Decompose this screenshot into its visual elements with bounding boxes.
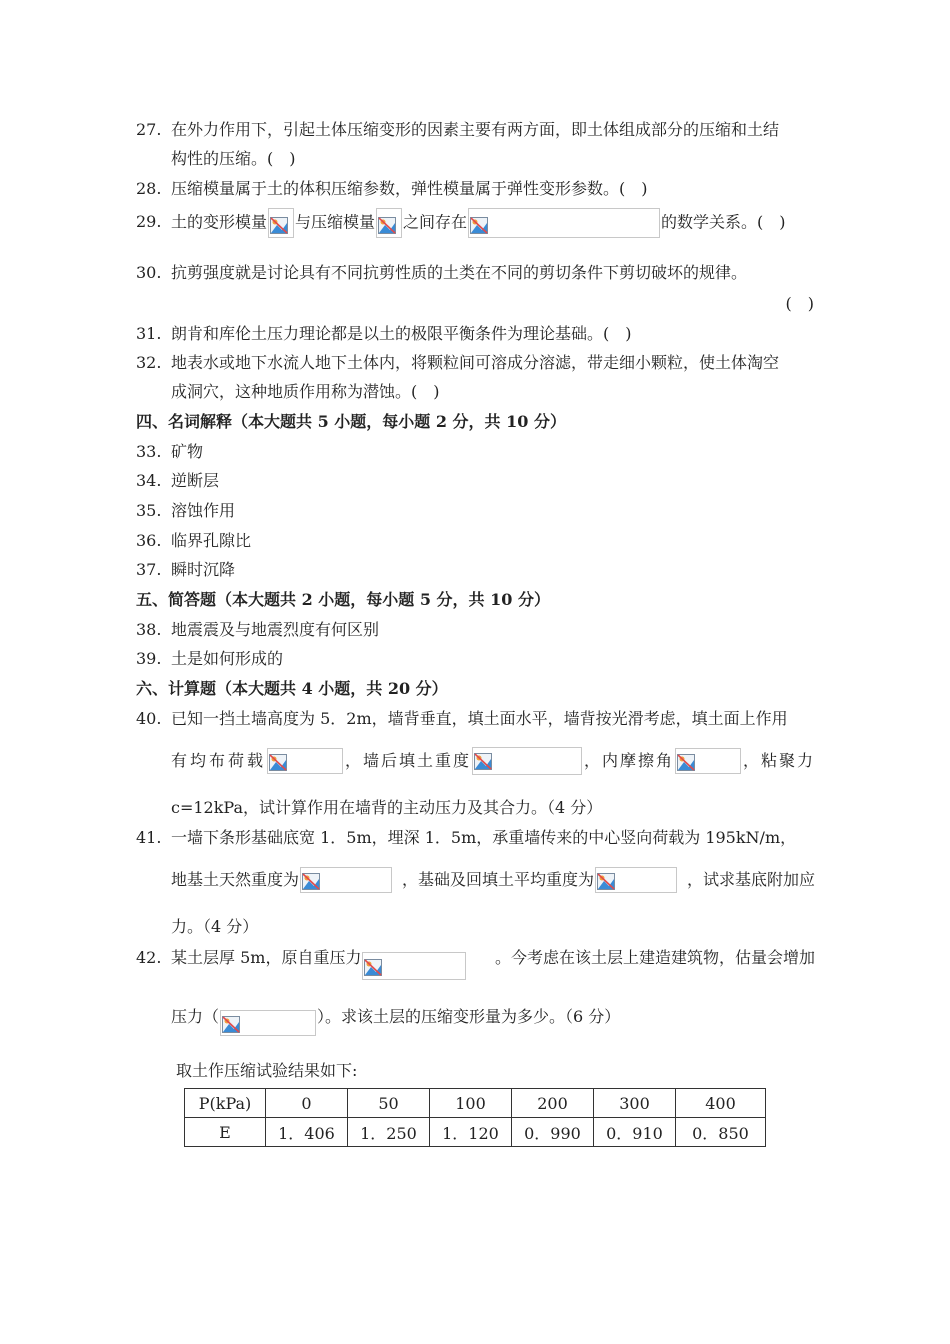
text-fragment: 地基土天然重度为 (171, 870, 300, 889)
question-40 (0, 705, 950, 733)
question-text (171, 1003, 620, 1031)
question-text: 逆断层 (171, 471, 220, 490)
question-number: 40. (136, 709, 162, 728)
text-fragment: 压力（ (171, 1007, 220, 1026)
question-41-cont (0, 913, 950, 941)
table-row (185, 1118, 766, 1147)
broken-image-icon (468, 208, 660, 238)
question-text: 已知一挡土墙高度为 5．2m，墙背垂直，填土面水平，墙背按光滑考虑，填土面上作用 (171, 709, 788, 728)
question-35 (0, 497, 950, 525)
section-heading-5 (0, 586, 950, 614)
question-text: 抗剪强度就是讨论具有不同抗剪性质的土类在不同的剪切条件下剪切破坏的规律。 (171, 263, 748, 282)
broken-image-icon (268, 208, 294, 238)
table-cell: 0．910 (594, 1118, 676, 1147)
question-text: 瞬时沉降 (171, 560, 236, 579)
question-text: 构性的压缩。( ) (171, 149, 296, 168)
question-30-cont (0, 290, 950, 318)
question-number: 32. (136, 353, 162, 372)
broken-image-icon (472, 747, 582, 775)
question-42 (0, 944, 950, 972)
question-text: 临界孔隙比 (171, 531, 252, 550)
text-fragment: 某土层厚 5m，原自重压力 (171, 948, 362, 967)
question-text (171, 208, 786, 238)
question-28 (0, 175, 950, 203)
section-title: 六、计算题（本大题共 4 小题，共 20 分） (136, 679, 448, 698)
text-fragment: 有均布荷载 (171, 751, 267, 770)
table-cell: 1．120 (430, 1118, 512, 1147)
text-fragment: 的数学关系。( ) (661, 212, 786, 232)
question-number: 35. (136, 501, 162, 520)
text-fragment: 土的变形模量 (171, 212, 268, 232)
text-fragment: 之间存在 (403, 212, 468, 232)
question-33 (0, 438, 950, 466)
question-27 (0, 116, 950, 144)
question-number: 39. (136, 649, 162, 668)
table-cell: 200 (512, 1089, 594, 1118)
question-31 (0, 320, 950, 348)
question-34 (0, 467, 950, 495)
question-text: 地震震及与地震烈度有何区别 (171, 620, 380, 639)
table-cell: 300 (594, 1089, 676, 1118)
text-fragment: 。今考虑在该土层上建造建筑物，估量会增加 (494, 948, 815, 967)
question-text: c=12kPa，试计算作用在墙背的主动压力及其合力。（4 分） (171, 798, 603, 817)
question-41-formula-line (0, 866, 950, 894)
question-number: 33. (136, 442, 162, 461)
question-text (171, 747, 815, 775)
question-32 (0, 349, 950, 377)
question-37 (0, 556, 950, 584)
text-group (171, 747, 344, 775)
question-number: 37. (136, 560, 162, 579)
question-38 (0, 616, 950, 644)
table-cell: P(kPa) (185, 1089, 266, 1118)
text-group (171, 944, 467, 972)
question-text: 朗肯和库伦土压力理论都是以土的极限平衡条件为理论基础。( ) (171, 324, 632, 343)
text-fragment: ，粘聚力 (742, 751, 815, 770)
section-title: 五、简答题（本大题共 2 小题，每小题 5 分，共 10 分） (136, 590, 550, 609)
question-41 (0, 824, 950, 852)
text-group (584, 747, 742, 775)
question-number: 27. (136, 120, 162, 139)
broken-image-icon (376, 208, 402, 238)
question-30 (0, 259, 950, 287)
section-title: 四、名词解释（本大题共 5 小题，每小题 2 分，共 10 分） (136, 412, 566, 431)
question-number: 30. (136, 263, 162, 282)
question-27-cont (0, 145, 950, 173)
broken-image-icon (220, 1010, 316, 1036)
question-text: 矿物 (171, 442, 204, 461)
table-cell: 400 (676, 1089, 766, 1118)
question-text: 压缩模量属于土的体积压缩参数，弹性模量属于弹性变形参数。( ) (171, 179, 648, 198)
broken-image-icon (300, 867, 392, 893)
text-fragment: ）。求该土层的压缩变形量为多少。（6 分） (317, 1007, 621, 1026)
text-fragment: ，内摩擦角 (583, 751, 674, 770)
question-text: 一墙下条形基础底宽 1．5m，埋深 1．5m，承重墙传来的中心竖向荷载为 195kN/m， (171, 828, 797, 847)
section-heading-6 (0, 675, 950, 703)
question-number: 29. (136, 212, 162, 231)
text-fragment: 与压缩模量 (295, 212, 376, 232)
broken-image-icon (267, 748, 343, 774)
text-fragment: ，试求基底附加应 (686, 870, 815, 889)
question-40-cont (0, 794, 950, 822)
broken-image-icon (675, 748, 741, 774)
question-29 (0, 208, 950, 236)
text-group (171, 866, 393, 894)
question-text: 成洞穴，这种地质作用称为潜蚀。( ) (171, 382, 440, 401)
text-fragment: ，墙后填土重度 (344, 751, 471, 770)
question-text: 溶蚀作用 (171, 501, 236, 520)
answer-bracket: ( ) (785, 294, 814, 313)
question-number: 38. (136, 620, 162, 639)
question-text: 在外力作用下，引起土体压缩变形的因素主要有两方面，即土体组成部分的压缩和土结 (171, 120, 780, 139)
question-number: 42. (136, 948, 162, 967)
question-number: 28. (136, 179, 162, 198)
compression-test-table (184, 1088, 766, 1147)
text-fragment: ，基础及回填土平均重度为 (401, 870, 594, 889)
question-text (171, 944, 815, 972)
question-number: 41. (136, 828, 162, 847)
table-caption: 取土作压缩试验结果如下: (176, 1061, 358, 1080)
section-heading-4 (0, 408, 950, 436)
table-cell: E (185, 1118, 266, 1147)
question-32-cont (0, 378, 950, 406)
question-42-cont (0, 1003, 950, 1031)
broken-image-icon (362, 952, 466, 980)
question-text: 地表水或地下水流人地下土体内，将颗粒间可溶成分溶滤，带走细小颗粒，使土体淘空 (171, 353, 780, 372)
text-group (345, 747, 583, 775)
table-cell: 50 (348, 1089, 430, 1118)
question-number: 36. (136, 531, 162, 550)
question-text: 土是如何形成的 (171, 649, 284, 668)
question-text (171, 866, 815, 894)
text-group (402, 866, 678, 894)
table-caption-line (0, 1057, 950, 1085)
table-cell: 0 (266, 1089, 348, 1118)
question-text: 力。（4 分） (171, 917, 259, 936)
question-39 (0, 645, 950, 673)
table-cell: 100 (430, 1089, 512, 1118)
question-36 (0, 527, 950, 555)
question-40-formula-line (0, 747, 950, 775)
table-cell: 1．250 (348, 1118, 430, 1147)
table-header-row (185, 1089, 766, 1118)
table-cell: 0．850 (676, 1118, 766, 1147)
broken-image-icon (595, 867, 677, 893)
table-cell: 0．990 (512, 1118, 594, 1147)
table-cell: 1．406 (266, 1118, 348, 1147)
question-number: 31. (136, 324, 162, 343)
question-number: 34. (136, 471, 162, 490)
